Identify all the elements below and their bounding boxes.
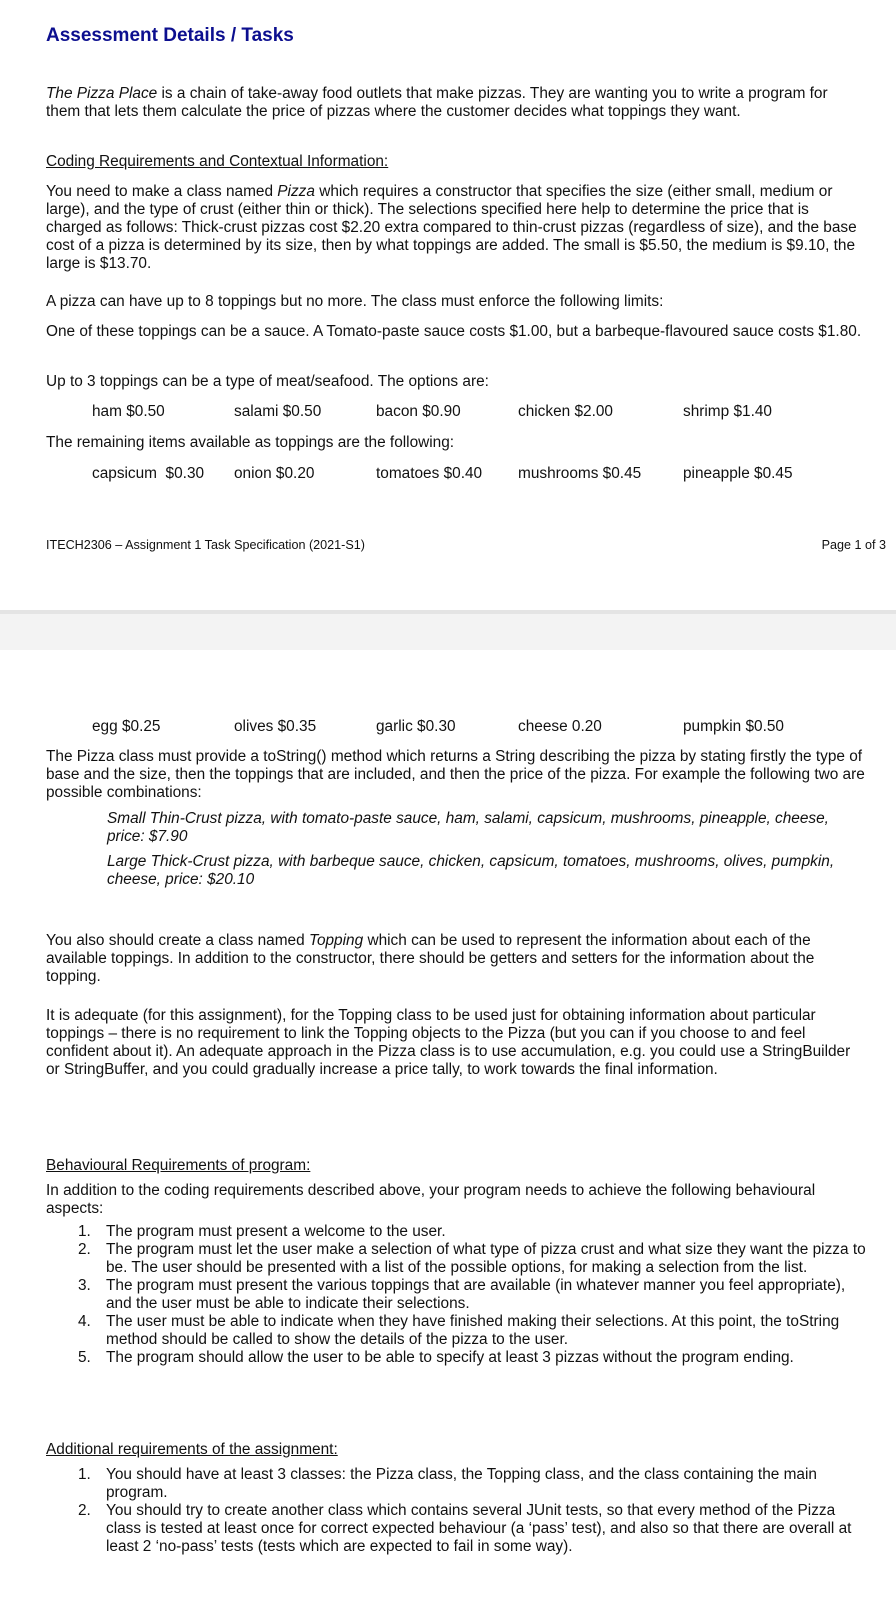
veg-options-row-2 (0, 718, 896, 738)
adequate-approach-paragraph: It is adequate (for this assignment), for the Topping class to be used just for obtaining information about particular toppings – there is no requirement to link the Topping objects to the Pizza (but you can if you choose to and feel confident about it). An adequate approach in the Pizza class is to use accumulation, e.g. you could use a StringBuilder or StringBuffer, and you could gradually increase a price tally, to work towards the final information. (46, 1007, 851, 1078)
page-footer-number: Page 1 of 3 (821, 538, 886, 552)
meat-option: chicken $2.00 (518, 403, 613, 420)
additional-requirements-list (78, 1466, 868, 1556)
sauce-text: One of these toppings can be a sauce. A Tomato-paste sauce costs $1.00, but a barbeque-flavoured sauce costs $1.80. (46, 323, 862, 340)
veg-options-row-1 (0, 465, 896, 485)
intro-text: is a chain of take-away food outlets that make pizzas. They are wanting you to write a program for them that lets them calculate the price of pizzas where the customer decides what toppings they want. (46, 85, 828, 120)
meat-options-row (0, 403, 896, 423)
meat-option: bacon $0.90 (376, 403, 461, 420)
meat-option: ham $0.50 (92, 403, 165, 420)
document-page-2 (0, 646, 896, 1600)
list-item: 2. The program must let the user make a selection of what type of pizza crust and what size they want the pizza to be. The user should be presented with a list of the possible options, for making a selection from the list. (78, 1241, 866, 1276)
document-page-1 (0, 0, 896, 610)
meat-option: salami $0.50 (234, 403, 322, 420)
additional-requirements-heading: Additional requirements of the assignment: (46, 1441, 338, 1458)
page-separator (0, 610, 896, 650)
list-item: 5. The program should allow the user to be able to specify at least 3 pizzas without the program ending. (78, 1349, 794, 1366)
page-footer-course: ITECH2306 – Assignment 1 Task Specification (2021-S1) (46, 538, 365, 552)
veg-option: pumpkin $0.50 (683, 718, 784, 735)
veg-option: capsicum $0.30 (92, 465, 205, 482)
meat-intro-text: Up to 3 toppings can be a type of meat/seafood. The options are: (46, 373, 489, 390)
toppings-limit-text: A pizza can have up to 8 toppings but no more. The class must enforce the following limits: (46, 293, 664, 310)
topping-class-text-a: You also should create a class named (46, 932, 309, 949)
veg-option: olives $0.35 (234, 718, 317, 735)
list-item: 3. The program must present the various toppings that are available (in whatever manner you feel appropriate), and the user must be able to indicate their selections. (78, 1277, 846, 1312)
veg-option: mushrooms $0.45 (518, 465, 642, 482)
coding-requirements-heading: Coding Requirements and Contextual Information: (46, 153, 389, 170)
behavioural-requirements-list (78, 1223, 868, 1367)
example-combination-1: Small Thin-Crust pizza, with tomato-paste sauce, ham, salami, capsicum, mushrooms, pineapple, cheese, price: $7.90 (107, 810, 829, 845)
veg-option: garlic $0.30 (376, 718, 456, 735)
topping-class-name: Topping (308, 932, 364, 949)
example-combination-2: Large Thick-Crust pizza, with barbeque sauce, chicken, capsicum, tomatoes, mushrooms, olives, pumpkin, cheese, price: $20.10 (107, 853, 835, 888)
list-item: 1. The program must present a welcome to the user. (78, 1223, 446, 1240)
veg-option: cheese 0.20 (518, 718, 602, 735)
topping-class-text-b: which can be used to represent the information about each of the available toppings. In addition to the constructor, there should be getters and setters for the information about the topping. (46, 932, 815, 985)
remaining-toppings-intro: The remaining items available as toppings are the following: (46, 434, 455, 451)
company-name: The Pizza Place (46, 85, 158, 102)
behavioural-intro: In addition to the coding requirements described above, your program needs to achieve the following behavioural aspects: (46, 1182, 816, 1217)
meat-option: shrimp $1.40 (683, 403, 772, 420)
veg-option: tomatoes $0.40 (376, 465, 483, 482)
tostring-paragraph: The Pizza class must provide a toString() method which returns a String describing the pizza by stating firstly the type of base and the size, then the toppings that are included, and then the price of the pizza. For example the following two are possible combinations: (46, 748, 865, 801)
page-title: Assessment Details / Tasks (46, 25, 294, 46)
list-item: 2. You should try to create another class which contains several JUnit tests, so that every method of the Pizza class is tested at least once for correct expected behaviour (a ‘pass’ test), and also so that there are overall at least 2 ‘no-pass’ tests (tests which are expected to fail in some way). (78, 1502, 852, 1555)
pizza-class-text-a: You need to make a class named (46, 183, 278, 200)
topping-class-paragraph (46, 932, 866, 986)
pizza-class-name: Pizza (277, 183, 315, 200)
veg-option: egg $0.25 (92, 718, 161, 735)
list-item: 1. You should have at least 3 classes: the Pizza class, the Topping class, and the class containing the main program. (78, 1466, 817, 1501)
veg-option: onion $0.20 (234, 465, 315, 482)
intro-paragraph (46, 85, 866, 121)
behavioural-requirements-heading: Behavioural Requirements of program: (46, 1157, 311, 1174)
pizza-class-text-b: which requires a constructor that specifies the size (either small, medium or large), and the type of crust (either thin or thick). The selections specified here help to determine the price that is charged as follows: Thick-crust pizzas cost $2.20 extra compared to thin-crust pizzas (regardless of size), and the base cost of a pizza is determined by its size, then by what toppings are added. The small is $5.50, the medium is $9.10, the large is $13.70. (46, 183, 857, 272)
list-item: 4. The user must be able to indicate when they have finished making their selections. At this point, the toString method should be called to show the details of the pizza to the user. (78, 1313, 840, 1348)
pizza-class-paragraph (46, 183, 866, 273)
veg-option: pineapple $0.45 (683, 465, 793, 482)
